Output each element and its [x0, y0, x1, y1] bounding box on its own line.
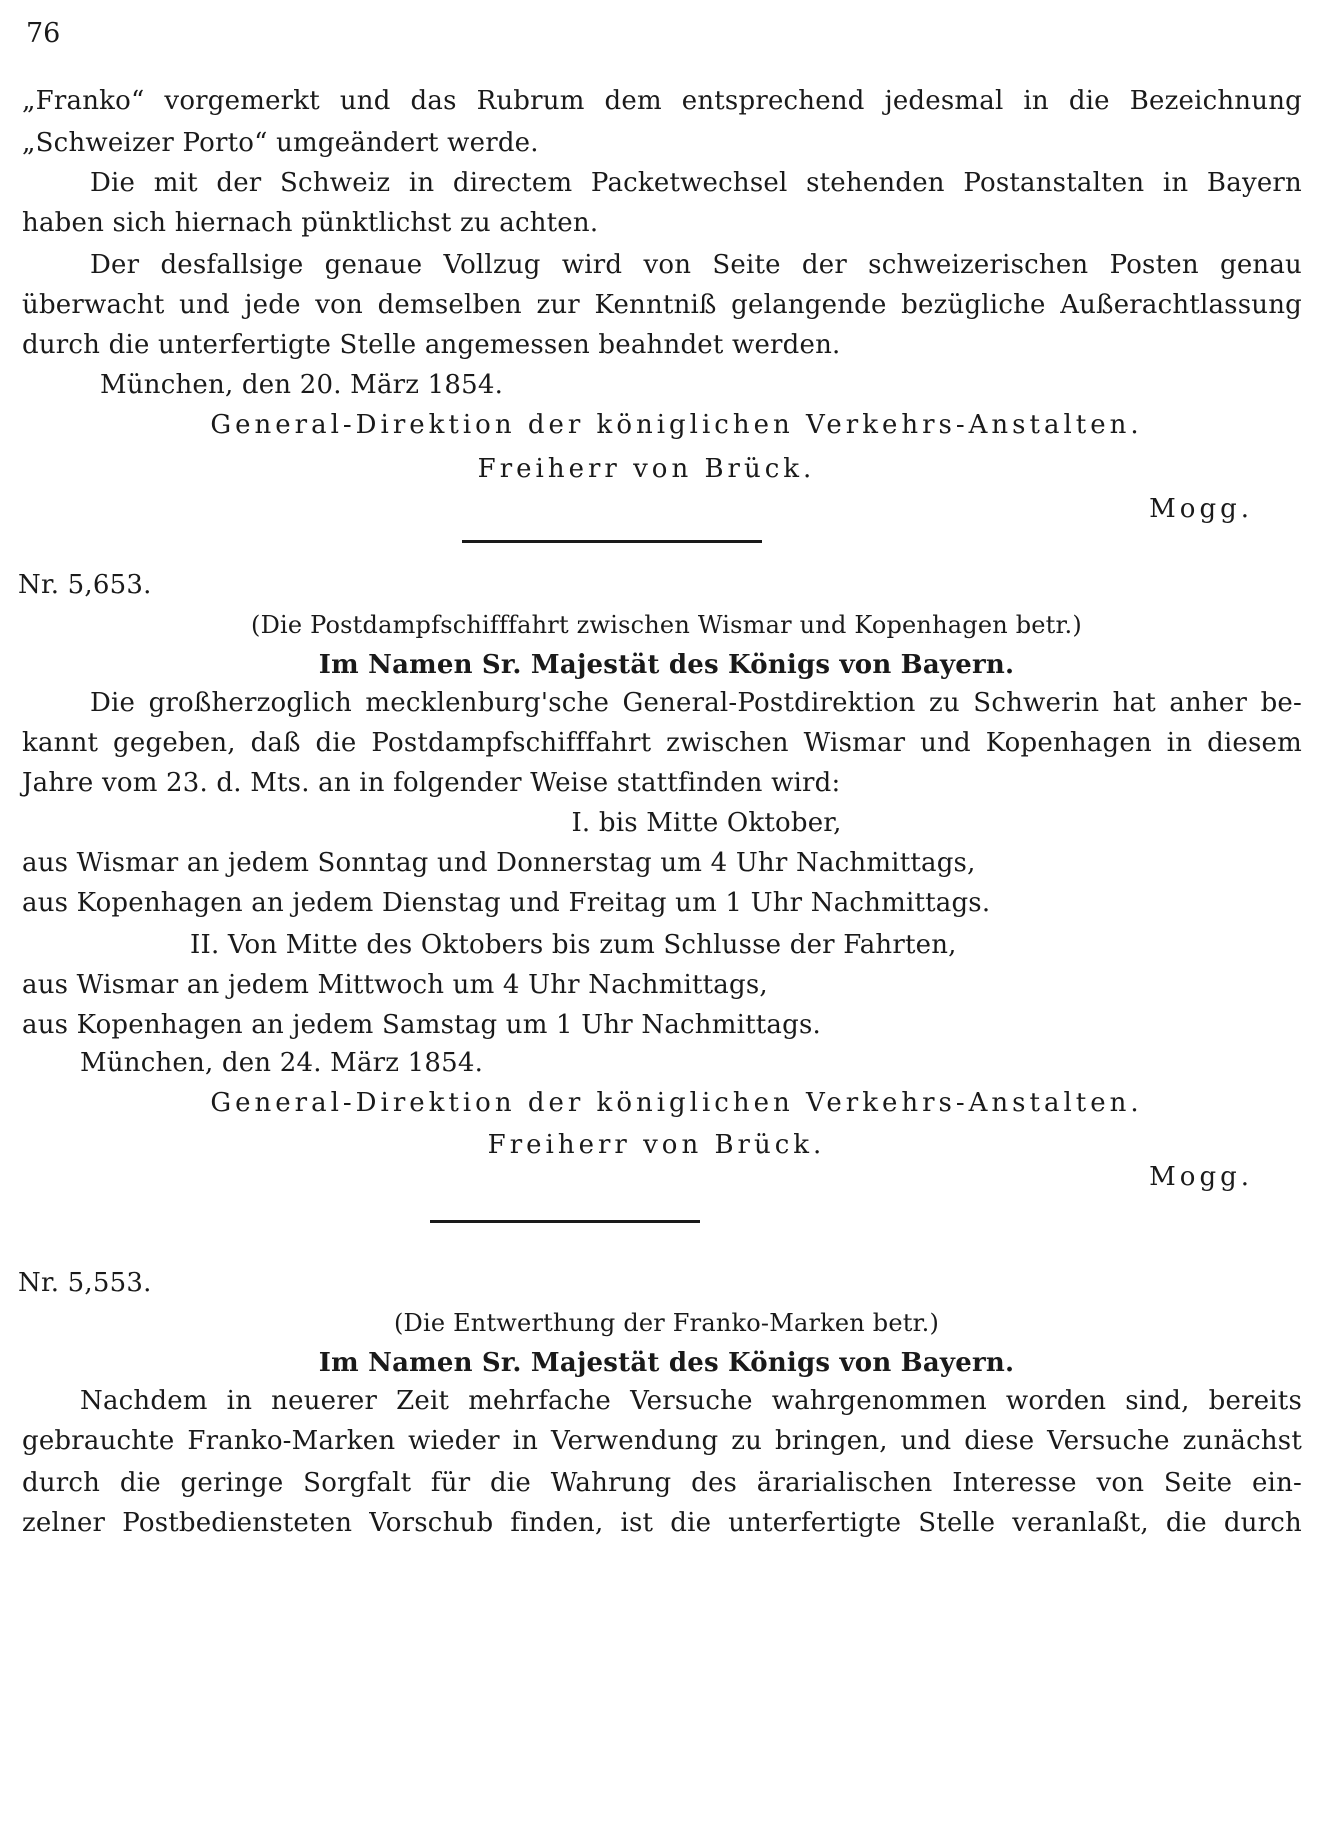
- signatory-name: Freiherr von Brück.: [477, 454, 816, 484]
- text-line: zelner Postbediensteten Vorschub finden, ist die unterfertigte Stelle veranlaßt, die durch: [22, 1508, 1302, 1538]
- text-line: Die großherzoglich mecklenburg'sche General-Postdirektion zu Schwerin hat anher be-: [90, 688, 1302, 718]
- text-line: überwacht und jede von demselben zur Kenntniß gelangende bezügliche Außerachtlassung: [22, 290, 1302, 320]
- text-line: „Franko“ vorgemerkt und das Rubrum dem entsprechend jedesmal in die Bezeichnung: [22, 86, 1302, 116]
- text-line: aus Wismar an jedem Sonntag und Donnerstag um 4 Uhr Nachmittags,: [22, 848, 976, 878]
- text-line: haben sich hiernach pünktlichst zu achten.: [22, 208, 599, 238]
- section-number: Nr. 5,553.: [18, 1268, 152, 1298]
- section-subject: (Die Postdampfschifffahrt zwischen Wismar und Kopenhagen betr.): [251, 611, 1082, 639]
- text-line: Nachdem in neuerer Zeit mehrfache Versuche wahrgenommen worden sind, bereits: [80, 1386, 1302, 1416]
- text-line: aus Kopenhagen an jedem Samstag um 1 Uhr Nachmittags.: [22, 1010, 821, 1040]
- countersign: Mogg.: [1149, 1162, 1253, 1192]
- text-line: durch die geringe Sorgfalt für die Wahrung des ärarialischen Interesse von Seite ein-: [22, 1468, 1302, 1498]
- text-line: aus Wismar an jedem Mittwoch um 4 Uhr Nachmittags,: [22, 970, 768, 1000]
- signatory-name: Freiherr von Brück.: [487, 1130, 826, 1160]
- date-line: München, den 24. März 1854.: [80, 1048, 484, 1078]
- section-number: Nr. 5,653.: [18, 570, 152, 600]
- part-title: I. bis Mitte Oktober,: [571, 808, 842, 838]
- section-divider: [462, 540, 762, 543]
- text-line: Die mit der Schweiz in directem Packetwechsel stehenden Postanstalten in Bayern: [90, 168, 1302, 198]
- signatory-org: General-Direktion der königlichen Verkehrs-Anstalten.: [210, 1088, 1143, 1118]
- signatory-org: General-Direktion der königlichen Verkehrs-Anstalten.: [210, 410, 1143, 440]
- text-line: kannt gegeben, daß die Postdampfschifffahrt zwischen Wismar und Kopenhagen in diesem: [22, 728, 1302, 758]
- section-divider: [430, 1220, 700, 1223]
- section-subject: (Die Entwerthung der Franko-Marken betr.): [393, 1309, 940, 1337]
- countersign: Mogg.: [1149, 494, 1253, 524]
- text-line: durch die unterfertigte Stelle angemessen beahndet werden.: [22, 330, 841, 360]
- page-number: 76: [26, 18, 61, 49]
- section-heading: Im Namen Sr. Majestät des Königs von Bayern.: [318, 650, 1015, 680]
- text-line: gebrauchte Franko-Marken wieder in Verwendung zu bringen, und diese Versuche zunächst: [22, 1426, 1302, 1456]
- part-title: II. Von Mitte des Oktobers bis zum Schlusse der Fahrten,: [190, 930, 957, 960]
- text-line: aus Kopenhagen an jedem Dienstag und Freitag um 1 Uhr Nachmittags.: [22, 888, 991, 918]
- text-line: „Schweizer Porto“ umgeändert werde.: [22, 128, 539, 158]
- date-line: München, den 20. März 1854.: [100, 370, 504, 400]
- text-line: Jahre vom 23. d. Mts. an in folgender Weise stattfinden wird:: [22, 768, 841, 798]
- text-line: Der desfallsige genaue Vollzug wird von Seite der schweizerischen Posten genau: [90, 250, 1302, 280]
- section-heading: Im Namen Sr. Majestät des Königs von Bayern.: [318, 1348, 1015, 1378]
